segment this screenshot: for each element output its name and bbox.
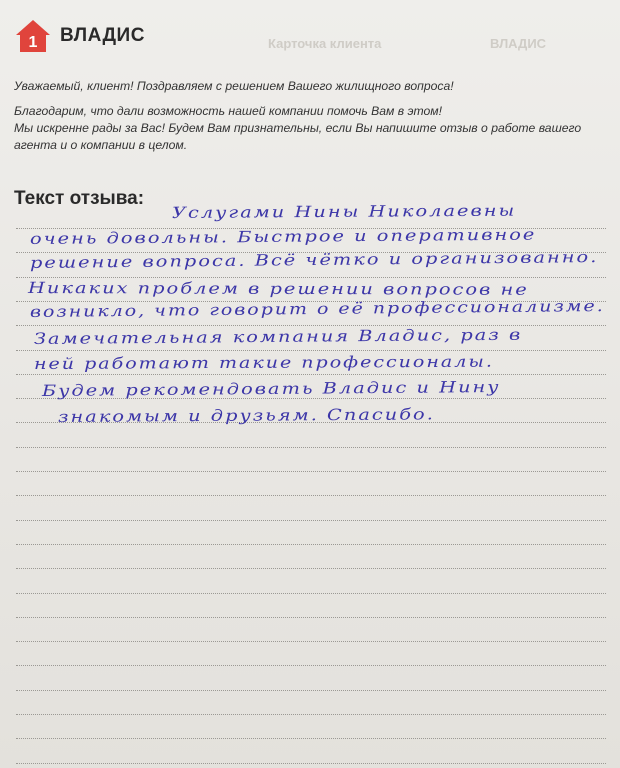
ruled-line [16,495,606,496]
ruled-line [16,665,606,666]
handwritten-line: Никаких проблем в решении вопросов не [28,279,529,299]
handwritten-line: Услугами Нины Николаевны [171,201,517,222]
ruled-line [16,350,606,351]
thanks-line: Благодарим, что дали возможность нашей компании помочь Вам в этом! [14,104,443,118]
ghost-header-left: Карточка клиента [268,36,382,51]
ruled-line [16,763,606,764]
ruled-line [16,593,606,594]
ruled-line [16,738,606,739]
ruled-line [16,447,606,448]
ruled-line [16,714,606,715]
ruled-line [16,641,606,642]
svg-text:1: 1 [28,34,38,51]
handwritten-line: возникло, что говорит о её профессионализме. [29,296,605,321]
handwritten-line: решение вопроса. Всё чётко и организованно. [29,248,599,272]
handwritten-line: знакомым и друзьям. Спасибо. [57,405,435,426]
ruled-line [16,617,606,618]
ruled-line [16,568,606,569]
request-line: Мы искренне рады за Вас! Будем Вам признательны, если Вы напишите отзыв о работе вашего агента и о компании в целом. [14,121,582,152]
review-title: Текст отзыва: [14,188,145,209]
greeting-line: Уважаемый, клиент! Поздравляем с решением Вашего жилищного вопроса! [14,79,454,93]
brand-name: ВЛАДИС [60,25,145,46]
ruled-line [16,544,606,545]
handwritten-line: очень довольны. Быстрое и оперативное [29,225,537,248]
ghost-header-right: ВЛАДИС [490,36,547,51]
ruled-line [16,520,606,521]
ruled-line [16,471,606,472]
handwritten-line: Замечательная компания Владис, раз в [33,325,523,348]
ruled-line [16,277,606,278]
handwritten-line: Будем рекомендовать Владис и Нину [41,377,501,400]
handwritten-line: ней работают такие профессионалы. [33,352,494,373]
ruled-line [16,374,606,375]
ruled-line [16,690,606,691]
